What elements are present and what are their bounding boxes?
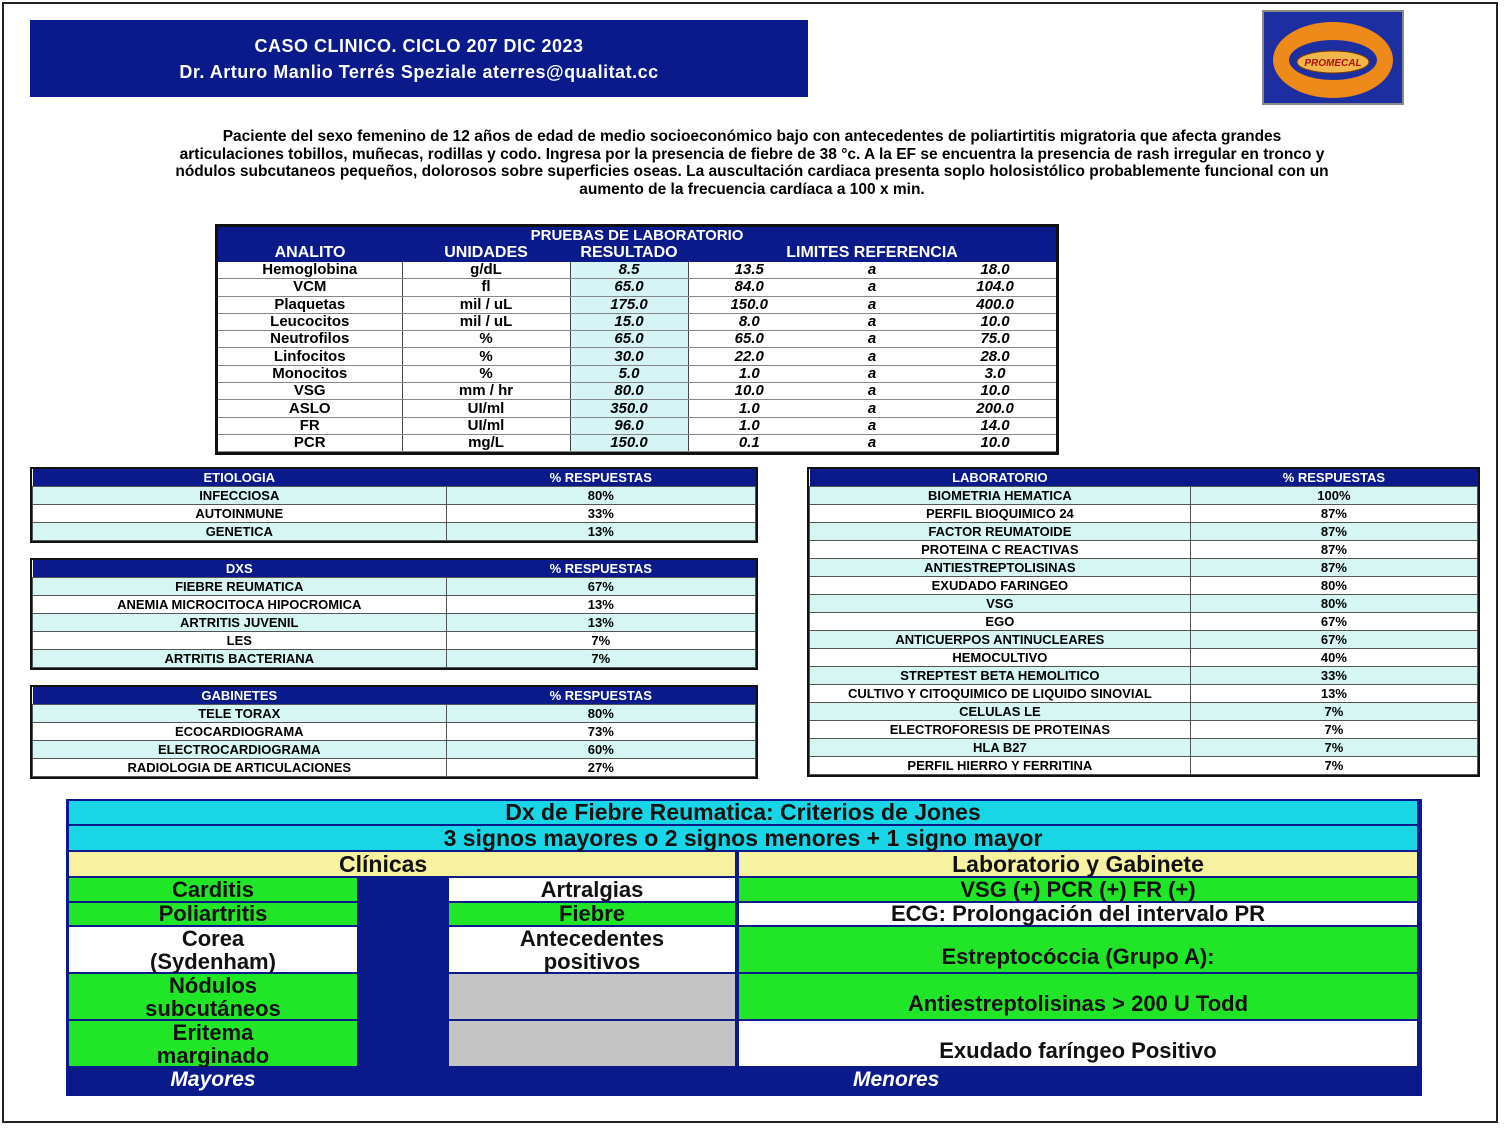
dxs-header: DXS [33, 560, 447, 578]
lab-analito: PCR [218, 434, 402, 451]
survey-item: EGO [810, 613, 1191, 631]
criterion-antiestreptolisinas: Antiestreptolisinas > 200 U Todd [738, 973, 1418, 1020]
lab-limite-inferior: 0.1 [688, 434, 810, 451]
lab-limite-separador: a [810, 365, 934, 382]
lab-analito: FR [218, 417, 402, 434]
lab-resultado: 150.0 [570, 434, 688, 451]
survey-item: FIEBRE REUMATICA [33, 578, 447, 596]
lab-analito: Hemoglobina [218, 262, 402, 279]
survey-item: ARTRITIS BACTERIANA [33, 650, 447, 668]
survey-item: GENETICA [33, 523, 447, 541]
lab-limite-inferior: 13.5 [688, 262, 810, 279]
lab-limite-superior: 104.0 [934, 279, 1056, 296]
survey-percent: 13% [446, 523, 755, 541]
empty-cell [448, 973, 736, 1020]
lab-limite-separador: a [810, 434, 934, 451]
survey-row [810, 721, 1478, 739]
survey-row [810, 739, 1478, 757]
dxs-table [30, 558, 758, 670]
criterion-eritema [68, 1020, 358, 1067]
lab-limite-superior: 10.0 [934, 434, 1056, 451]
lab-results-table [215, 224, 1059, 455]
survey-percent: 27% [446, 759, 755, 777]
lab-unidades: g/dL [402, 262, 570, 279]
survey-percent: 67% [446, 578, 755, 596]
survey-row [810, 613, 1478, 631]
lab-limite-inferior: 8.0 [688, 313, 810, 330]
lab-limite-inferior: 84.0 [688, 279, 810, 296]
lab-table-title: PRUEBAS DE LABORATORIO [218, 227, 1056, 244]
criterion-eritema-line: marginado [156, 1042, 270, 1068]
survey-row [810, 685, 1478, 703]
lab-row [218, 348, 1056, 365]
criterion-nodulos [68, 973, 358, 1020]
lab-row [218, 331, 1056, 348]
survey-percent: 100% [1190, 487, 1477, 505]
lab-unidades: % [402, 348, 570, 365]
lab-limite-separador: a [810, 296, 934, 313]
survey-percent: 80% [446, 705, 755, 723]
lab-unidades: UI/ml [402, 417, 570, 434]
lab-limite-inferior: 1.0 [688, 365, 810, 382]
lab-resultado: 5.0 [570, 365, 688, 382]
lab-header-unidades: UNIDADES [402, 244, 570, 262]
criterion-antecedentes [448, 926, 736, 973]
survey-row [33, 632, 756, 650]
survey-row [810, 487, 1478, 505]
lab-limite-separador: a [810, 331, 934, 348]
survey-row [33, 487, 756, 505]
survey-percent: 87% [1190, 505, 1477, 523]
survey-item: HLA B27 [810, 739, 1191, 757]
survey-item: ARTRITIS JUVENIL [33, 614, 447, 632]
survey-percent: 13% [446, 614, 755, 632]
survey-percent: 13% [446, 596, 755, 614]
respuestas-header: % RESPUESTAS [446, 687, 755, 705]
lab-unidades: % [402, 365, 570, 382]
case-description-line: nódulos subcutaneos pequeños, dolorosos sobre superficies oseas. La auscultación cardiaca presenta soplo holosistólico probablemente funcional con un [175, 163, 1329, 180]
survey-percent: 80% [1190, 595, 1477, 613]
lab-limite-superior: 75.0 [934, 331, 1056, 348]
lab-limite-superior: 400.0 [934, 296, 1056, 313]
survey-percent: 7% [1190, 757, 1477, 775]
etiologia-table [30, 467, 758, 543]
lab-limite-superior: 200.0 [934, 400, 1056, 417]
survey-row [810, 595, 1478, 613]
survey-percent: 7% [446, 650, 755, 668]
lab-limite-inferior: 1.0 [688, 417, 810, 434]
lab-row [218, 383, 1056, 400]
survey-percent: 40% [1190, 649, 1477, 667]
lab-resultado: 8.5 [570, 262, 688, 279]
survey-item: PERFIL BIOQUIMICO 24 [810, 505, 1191, 523]
lab-row [218, 279, 1056, 296]
criterion-ecg: ECG: Prolongación del intervalo PR [738, 902, 1418, 926]
survey-row [810, 703, 1478, 721]
survey-row [810, 757, 1478, 775]
lab-row [218, 313, 1056, 330]
case-title: CASO CLINICO. CICLO 207 DIC 2023 [254, 35, 584, 56]
survey-row [810, 631, 1478, 649]
lab-limite-superior: 10.0 [934, 383, 1056, 400]
criterion-corea-line: (Sydenham) [150, 948, 276, 974]
lab-analito: Neutrofilos [218, 331, 402, 348]
survey-percent: 33% [1190, 667, 1477, 685]
lab-resultado: 175.0 [570, 296, 688, 313]
lab-limite-separador: a [810, 383, 934, 400]
etiologia-header: ETIOLOGIA [33, 469, 447, 487]
lab-resultado: 65.0 [570, 331, 688, 348]
survey-percent: 67% [1190, 631, 1477, 649]
survey-percent: 7% [1190, 721, 1477, 739]
survey-row [810, 505, 1478, 523]
lab-limite-superior: 18.0 [934, 262, 1056, 279]
lab-header-analito: ANALITO [218, 244, 402, 262]
survey-item: AUTOINMUNE [33, 505, 447, 523]
case-description-line: articulaciones tobillos, muñecas, rodillas y codo. Ingresa por la presencia de fiebre de 38 °c. A la EF se encuentra la presencia de rash irregular en tronco y [179, 145, 1325, 163]
clinicas-header: Clínicas [68, 851, 736, 877]
lab-analito: Monocitos [218, 365, 402, 382]
laboratorio-gabinete-header: Laboratorio y Gabinete [738, 851, 1418, 877]
survey-row [33, 723, 756, 741]
case-description-line: aumento de la frecuencia cardíaca a 100 x min. [579, 180, 925, 198]
lab-row [218, 365, 1056, 382]
survey-item: EXUDADO FARINGEO [810, 577, 1191, 595]
lab-limite-separador: a [810, 313, 934, 330]
jones-title: Dx de Fiebre Reumatica: Criterios de Jones [68, 800, 1418, 825]
survey-percent: 7% [1190, 703, 1477, 721]
lab-limite-superior: 14.0 [934, 417, 1056, 434]
lab-unidades: % [402, 331, 570, 348]
promecal-logo-text: PROMECAL [1304, 58, 1362, 69]
criterion-antecedentes-line: Antecedentes [519, 925, 665, 951]
survey-percent: 67% [1190, 613, 1477, 631]
survey-row [810, 649, 1478, 667]
criterion-estreptococcia: Estreptocóccia (Grupo A): [738, 926, 1418, 973]
lab-analito: Linfocitos [218, 348, 402, 365]
lab-limite-separador: a [810, 400, 934, 417]
criterion-corea-line: Corea [181, 925, 245, 951]
survey-percent: 80% [1190, 577, 1477, 595]
criterion-reactantes: VSG (+) PCR (+) FR (+) [738, 877, 1418, 902]
survey-row [33, 705, 756, 723]
lab-limite-superior: 3.0 [934, 365, 1056, 382]
laboratorio-header: LABORATORIO [810, 469, 1191, 487]
lab-limite-separador: a [810, 417, 934, 434]
survey-item: LES [33, 632, 447, 650]
survey-row [33, 614, 756, 632]
survey-row [810, 541, 1478, 559]
lab-limite-separador: a [810, 348, 934, 365]
mayores-label: Mayores [68, 1067, 358, 1093]
lab-limite-separador: a [810, 279, 934, 296]
lab-limite-inferior: 1.0 [688, 400, 810, 417]
lab-resultado: 30.0 [570, 348, 688, 365]
survey-item: ELECTROCARDIOGRAMA [33, 741, 447, 759]
survey-item: CELULAS LE [810, 703, 1191, 721]
survey-row [33, 759, 756, 777]
lab-limite-inferior: 150.0 [688, 296, 810, 313]
survey-percent: 87% [1190, 523, 1477, 541]
survey-item: ANTICUERPOS ANTINUCLEARES [810, 631, 1191, 649]
lab-limite-inferior: 22.0 [688, 348, 810, 365]
survey-item: CULTIVO Y CITOQUIMICO DE LIQUIDO SINOVIAL [810, 685, 1191, 703]
survey-item: STREPTEST BETA HEMOLITICO [810, 667, 1191, 685]
survey-item: ANTIESTREPTOLISINAS [810, 559, 1191, 577]
survey-item: TELE TORAX [33, 705, 447, 723]
lab-header-resultado: RESULTADO [570, 244, 688, 262]
survey-percent: 73% [446, 723, 755, 741]
survey-percent: 87% [1190, 559, 1477, 577]
lab-unidades: mil / uL [402, 313, 570, 330]
survey-item: PERFIL HIERRO Y FERRITINA [810, 757, 1191, 775]
lab-resultado: 80.0 [570, 383, 688, 400]
survey-row [33, 596, 756, 614]
lab-analito: Leucocitos [218, 313, 402, 330]
survey-row [810, 559, 1478, 577]
gabinetes-header: GABINETES [33, 687, 447, 705]
lab-analito: ASLO [218, 400, 402, 417]
lab-header-limites: LIMITES REFERENCIA [688, 244, 1056, 262]
survey-item: ANEMIA MICROCITOCA HIPOCROMICA [33, 596, 447, 614]
case-description-line: Paciente del sexo femenino de 12 años de edad de medio socioeconómico bajo con antecedentes de poliartirtitis migratoria que afecta grandes [222, 128, 1282, 145]
lab-row [218, 296, 1056, 313]
menores-label: Menores [448, 1067, 1418, 1093]
lab-unidades: fl [402, 279, 570, 296]
lab-row [218, 417, 1056, 434]
survey-row [810, 667, 1478, 685]
survey-percent: 80% [446, 487, 755, 505]
criterion-artralgias: Artralgias [448, 877, 736, 902]
criterion-carditis: Carditis [68, 877, 358, 902]
lab-unidades: mm / hr [402, 383, 570, 400]
survey-percent: 87% [1190, 541, 1477, 559]
lab-row [218, 434, 1056, 451]
criterion-corea [68, 926, 358, 973]
respuestas-header: % RESPUESTAS [446, 469, 755, 487]
lab-limite-superior: 10.0 [934, 313, 1056, 330]
lab-limite-inferior: 65.0 [688, 331, 810, 348]
lab-resultado: 15.0 [570, 313, 688, 330]
survey-percent: 13% [1190, 685, 1477, 703]
survey-row [810, 577, 1478, 595]
laboratorio-table [807, 467, 1480, 777]
lab-row [218, 400, 1056, 417]
survey-percent: 7% [1190, 739, 1477, 757]
promecal-logo [1262, 10, 1404, 105]
criterion-nodulos-line: subcutáneos [145, 995, 281, 1021]
survey-item: BIOMETRIA HEMATICA [810, 487, 1191, 505]
survey-item: ECOCARDIOGRAMA [33, 723, 447, 741]
survey-item: VSG [810, 595, 1191, 613]
jones-criteria-panel [66, 799, 1422, 1096]
criterion-eritema-line: Eritema [172, 1019, 254, 1045]
lab-analito: VCM [218, 279, 402, 296]
survey-item: HEMOCULTIVO [810, 649, 1191, 667]
survey-item: FACTOR REUMATOIDE [810, 523, 1191, 541]
lab-resultado: 350.0 [570, 400, 688, 417]
lab-row [218, 262, 1056, 279]
lab-unidades: UI/ml [402, 400, 570, 417]
criterion-poliartritis: Poliartritis [68, 902, 358, 926]
survey-item: INFECCIOSA [33, 487, 447, 505]
criterion-exudado: Exudado faríngeo Positivo [738, 1020, 1418, 1067]
jones-subtitle: 3 signos mayores o 2 signos menores + 1 signo mayor [68, 825, 1418, 851]
lab-unidades: mg/L [402, 434, 570, 451]
criterion-antecedentes-line: positivos [543, 948, 641, 974]
survey-row [33, 523, 756, 541]
gabinetes-table [30, 685, 758, 779]
lab-limite-superior: 28.0 [934, 348, 1056, 365]
case-author: Dr. Arturo Manlio Terrés Speziale aterres@qualitat.cc [179, 61, 659, 82]
survey-item: ELECTROFORESIS DE PROTEINAS [810, 721, 1191, 739]
case-header [30, 20, 808, 97]
survey-item: PROTEINA C REACTIVAS [810, 541, 1191, 559]
respuestas-header: % RESPUESTAS [1190, 469, 1477, 487]
respuestas-header: % RESPUESTAS [446, 560, 755, 578]
survey-row [810, 523, 1478, 541]
survey-row [33, 505, 756, 523]
criterion-nodulos-line: Nódulos [169, 972, 257, 998]
survey-percent: 7% [446, 632, 755, 650]
survey-row [33, 741, 756, 759]
survey-percent: 33% [446, 505, 755, 523]
lab-analito: VSG [218, 383, 402, 400]
lab-limite-inferior: 10.0 [688, 383, 810, 400]
empty-cell [448, 1020, 736, 1067]
lab-unidades: mil / uL [402, 296, 570, 313]
case-description [50, 128, 1454, 198]
lab-analito: Plaquetas [218, 296, 402, 313]
promecal-logo-icon [1264, 12, 1402, 103]
lab-limite-separador: a [810, 262, 934, 279]
lab-resultado: 96.0 [570, 417, 688, 434]
survey-item: RADIOLOGIA DE ARTICULACIONES [33, 759, 447, 777]
criterion-fiebre: Fiebre [448, 902, 736, 926]
survey-row [33, 578, 756, 596]
lab-resultado: 65.0 [570, 279, 688, 296]
survey-row [33, 650, 756, 668]
survey-percent: 60% [446, 741, 755, 759]
